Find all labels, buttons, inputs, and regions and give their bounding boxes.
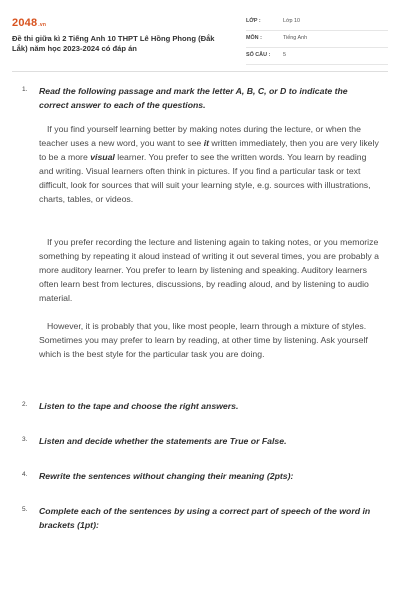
logo-suffix: .vn <box>38 22 47 28</box>
passage-text: If you find yourself learning better by making notes during the lecture, or when the teacher uses a new word, you want to see <box>39 124 361 148</box>
meta-value: Lớp 10 <box>283 18 301 24</box>
question-prompt: Complete each of the sentences by using a correct part of speech of the word in brackets (1pt): <box>39 506 371 530</box>
meta-row-class <box>246 14 388 31</box>
document-title: Đề thi giữa kì 2 Tiếng Anh 10 THPT Lê Hồng Phong (Đắk Lắk) năm học 2023-2024 có đáp án <box>12 34 215 53</box>
question-prompt: Listen to the tape and choose the right answers. <box>39 401 239 411</box>
meta-value: 5 <box>283 52 286 58</box>
exam-meta <box>246 14 388 65</box>
question-prompt: Rewrite the sentences without changing their meaning (2pts): <box>39 471 294 481</box>
meta-value: Tiếng Anh <box>283 35 308 41</box>
passage-text: written immediately, then you are very likely to be a more <box>39 138 379 162</box>
passage-text: If you prefer recording the lecture and listening again to taking notes, or you memorize something by repeating it aloud instead of writing it out several times, you are probably a more auditory learner. You prefer to learn by listening and speaking. Auditory learners often learn best from lectures, discussions, by reading aloud, and by listening to audio material. <box>39 237 379 303</box>
header-divider <box>12 71 388 72</box>
emphasized-word: visual <box>90 152 115 162</box>
meta-row-subject <box>246 31 388 48</box>
question-prompt: Listen and decide whether the statements are True or False. <box>39 436 287 446</box>
question-number: 5. <box>22 506 28 513</box>
page-header <box>0 0 400 72</box>
question-prompt: Read the following passage and mark the letter A, B, C, or D to indicate the correct answer to each of the questions. <box>39 86 348 110</box>
passage-text: learner. You prefer to see the written words. You learn by reading and writing. Visual learners often think in pictures. If you find a particular task or text difficult, look for sources that will suit your learning style, e.g. sources with illustrations, charts, tables, or videos. <box>39 152 371 204</box>
logo-main: 2048 <box>12 17 38 29</box>
question-number: 3. <box>22 436 28 443</box>
question-number: 4. <box>22 471 28 478</box>
meta-label: LỚP : <box>246 18 261 24</box>
passage-text: However, it is probably that you, like most people, learn through a mixture of styles. Sometimes you may prefer to learn by reading, at other time by listening. Ask yourself which is the best style for the particular task you are doing. <box>39 321 368 359</box>
question-number: 2. <box>22 401 28 408</box>
site-logo[interactable] <box>12 17 46 29</box>
meta-label: MÔN : <box>246 35 262 41</box>
emphasized-word: it <box>203 138 209 148</box>
passage-paragraph <box>39 319 381 361</box>
question-number: 1. <box>22 86 28 93</box>
passage-paragraph <box>39 235 381 305</box>
meta-row-question-count <box>246 48 388 65</box>
passage-paragraph <box>39 122 381 206</box>
meta-label: SỐ CÂU : <box>246 52 271 58</box>
